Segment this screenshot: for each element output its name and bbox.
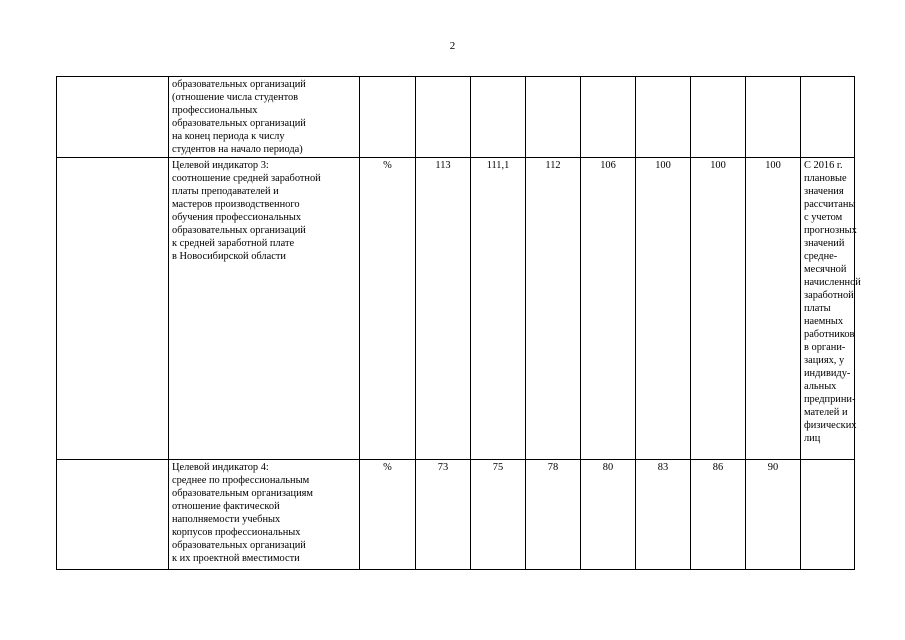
row-number-cell (57, 77, 169, 158)
value-cell (691, 77, 746, 158)
unit-cell: % (360, 158, 416, 460)
value-cell: 83 (636, 460, 691, 570)
value-cell (581, 77, 636, 158)
indicator-description: образовательных организаций (отношение числа студентов профессиональных образовательных организаций на конец периода к числу студентов на начало периода) (169, 77, 360, 158)
value-cell: 78 (526, 460, 581, 570)
note-cell: С 2016 г. плановые значения рассчитаны с учетом прогнозных значений средне- месячной начисленной заработной платы наемных работников в органи- зациях, у индивиду- альных предприни- мателей и физических лиц (801, 158, 855, 460)
table-row (57, 77, 855, 158)
note-cell (801, 77, 855, 158)
value-cell: 112 (526, 158, 581, 460)
indicator-description: Целевой индикатор 4: среднее по профессиональным образовательным организациям отношение фактической наполняемости учебных корпусов профессиональных образовательных организаций к их проектной вместимости (169, 460, 360, 570)
value-cell: 86 (691, 460, 746, 570)
value-cell: 106 (581, 158, 636, 460)
value-cell: 75 (471, 460, 526, 570)
value-cell: 73 (416, 460, 471, 570)
value-cell: 113 (416, 158, 471, 460)
value-cell: 111,1 (471, 158, 526, 460)
unit-cell (360, 77, 416, 158)
page-number: 2 (449, 40, 456, 52)
value-cell (416, 77, 471, 158)
table-row (57, 158, 855, 460)
value-cell: 100 (636, 158, 691, 460)
value-cell: 100 (691, 158, 746, 460)
value-cell: 80 (581, 460, 636, 570)
value-cell (526, 77, 581, 158)
table-row (57, 460, 855, 570)
value-cell: 100 (746, 158, 801, 460)
unit-cell: % (360, 460, 416, 570)
indicators-table (56, 76, 861, 570)
row-number-cell (57, 158, 169, 460)
row-number-cell (57, 460, 169, 570)
value-cell: 90 (746, 460, 801, 570)
value-cell (471, 77, 526, 158)
value-cell (636, 77, 691, 158)
value-cell (746, 77, 801, 158)
indicator-description: Целевой индикатор 3: соотношение средней заработной платы преподавателей и мастеров производственного обучения профессиональных образовательных организаций к средней заработной плате в Новосибирской области (169, 158, 360, 460)
note-cell (801, 460, 855, 570)
